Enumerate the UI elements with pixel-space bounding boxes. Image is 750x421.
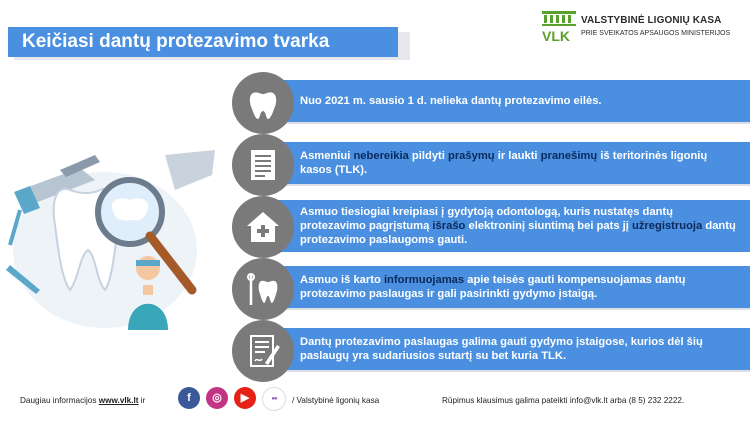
highlighted-text: išrašo <box>432 220 466 232</box>
info-text-segment: elektroninį siuntimą bei pats jį <box>465 220 632 232</box>
more-info-text: Daugiau informacijos <box>20 396 97 405</box>
flickr-icon[interactable]: ●● <box>262 387 286 411</box>
info-text-segment: Asmuo tiesiogiai kreipiasi į gydytoją odontologą, kuris nustatęs dantų protezavimo pagrįstumą <box>300 206 673 232</box>
info-row-2 <box>232 134 750 196</box>
info-text-segment: iš teritorinės ligonių kasos (TLK). <box>300 150 708 176</box>
info-text-1 <box>266 80 750 122</box>
info-row-4 <box>232 258 750 320</box>
info-row-5 <box>232 320 750 382</box>
tooth-icon <box>232 72 294 134</box>
info-text-3 <box>266 200 750 252</box>
logo-org-subtitle: PRIE SVEIKATOS APSAUGOS MINISTERIJOS <box>581 30 731 37</box>
document-icon <box>232 134 294 196</box>
page-title: Keičiasi dantų protezavimo tvarka <box>8 27 398 57</box>
instagram-icon[interactable]: ◎ <box>206 387 228 409</box>
info-row-3 <box>232 196 750 258</box>
info-text-5 <box>266 328 750 370</box>
and-text: ir <box>140 396 146 405</box>
facebook-icon[interactable]: f <box>178 387 200 409</box>
footer-contact: Rūpimus klausimus galima pateikti info@vlk.lt arba (8 5) 232 2222. <box>442 396 685 405</box>
info-row-1 <box>232 72 750 134</box>
highlighted-text: užregistruoja <box>632 220 703 232</box>
highlighted-text: nebereikia <box>353 150 409 162</box>
info-text-segment: Asmeniui <box>300 150 354 162</box>
info-text-2 <box>266 142 750 184</box>
vlk-logo <box>541 9 746 45</box>
vlk-logo-mark-icon <box>541 9 577 43</box>
youtube-icon[interactable]: ▶ <box>234 387 256 409</box>
info-text-4 <box>266 266 750 308</box>
clinic-icon <box>232 196 294 258</box>
dental-illustration <box>0 130 230 355</box>
info-text-segment: ir laukti <box>494 150 541 162</box>
footer-more-info <box>20 392 145 410</box>
info-text-segment: Dantų protezavimo paslaugas galima gauti gydymo įstaigose, kurios dėl šių paslaugų yra sudariusios sutartį su bet kuria TLK. <box>300 336 703 362</box>
highlighted-text: pranešimų <box>540 150 598 162</box>
highlighted-text: informuojamas <box>383 274 465 286</box>
info-text-segment: apie teisės gauti kompensuojamas dantų protezavimo paslaugas ir gali pasirinkti gydymo įstaigą. <box>300 274 686 300</box>
svg-text:VLK: VLK <box>542 28 570 43</box>
info-text-segment: dantų protezavimo paslaugoms gauti. <box>300 220 736 246</box>
info-text-segment: Nuo 2021 m. sausio 1 d. nelieka dantų protezavimo eilės. <box>300 95 602 107</box>
info-text-segment: pildyti <box>408 150 448 162</box>
contract-icon <box>232 320 294 382</box>
info-text-segment: Asmuo iš karto <box>300 274 384 286</box>
dental-tools-icon <box>232 258 294 320</box>
website-link[interactable]: www.vlk.lt <box>98 396 139 405</box>
highlighted-text: prašymų <box>447 150 495 162</box>
footer-org: / Valstybinė ligonių kasa <box>292 396 380 405</box>
logo-org-name: VALSTYBINĖ LIGONIŲ KASA <box>581 15 722 26</box>
